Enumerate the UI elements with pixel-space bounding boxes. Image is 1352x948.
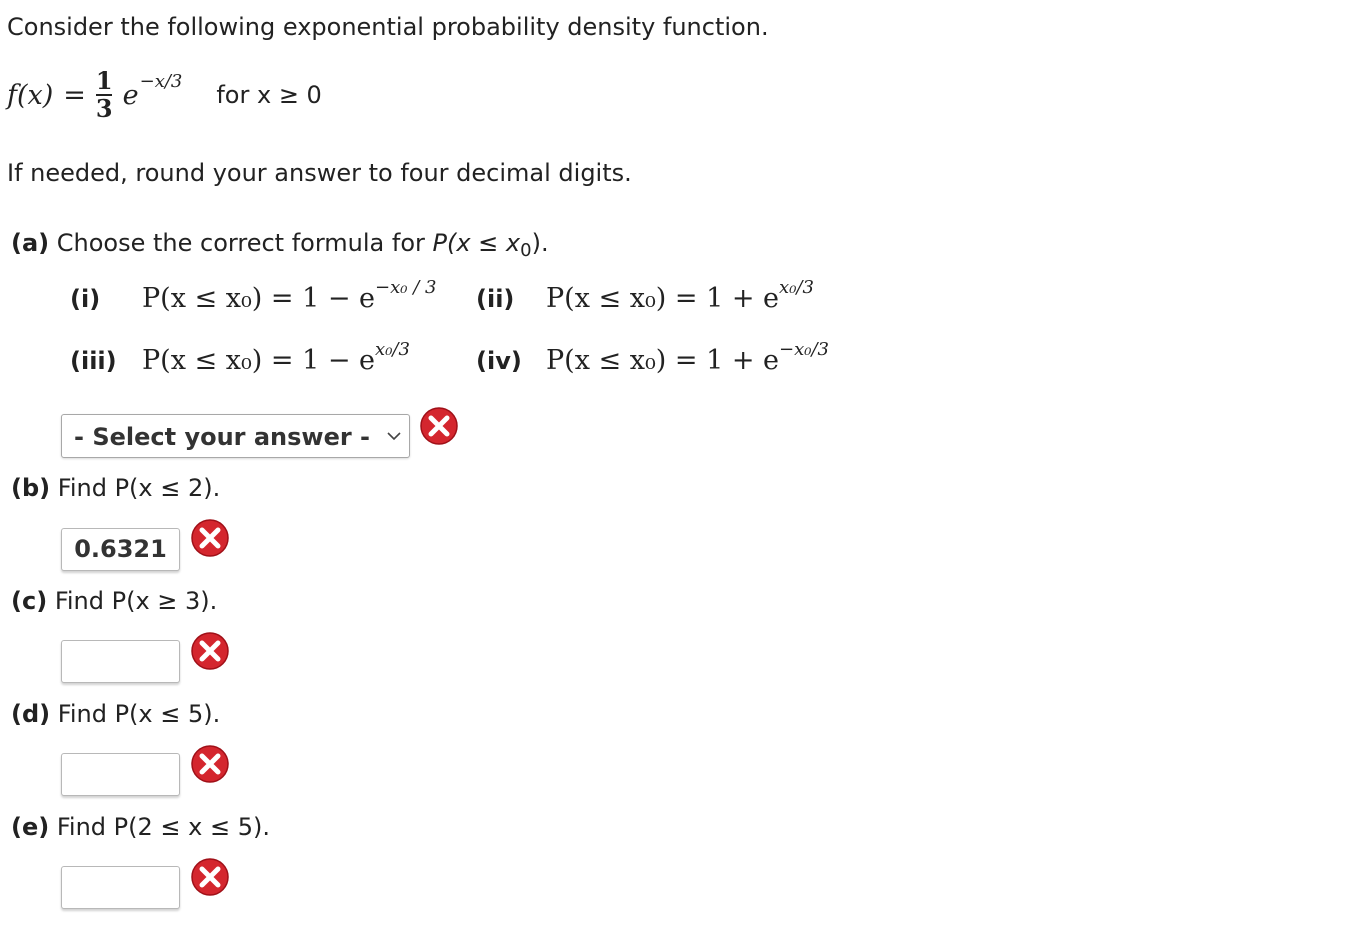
part-a-math: P(x ≤ x — [432, 229, 521, 257]
function-equals: = — [63, 79, 86, 111]
option-i-formula: P(x ≤ x₀) = 1 − e — [142, 283, 376, 314]
incorrect-x-icon — [190, 631, 230, 671]
chevron-down-icon — [387, 431, 401, 441]
part-b-label: (b) — [11, 474, 51, 502]
option-iii-label: (iii) — [70, 347, 117, 375]
option-ii-exponent: x₀/3 — [779, 277, 814, 298]
function-exponent: −x/3 — [139, 70, 183, 92]
option-iii-exponent: x₀/3 — [375, 339, 410, 360]
option-ii-formula: P(x ≤ x₀) = 1 + e — [546, 283, 780, 314]
incorrect-x-icon — [190, 744, 230, 784]
part-b-prompt — [11, 474, 220, 502]
part-c-label: (c) — [11, 587, 48, 615]
part-a-text: Choose the correct formula for — [56, 229, 425, 257]
incorrect-x-icon — [419, 406, 459, 446]
function-domain: for x ≥ 0 — [216, 81, 322, 109]
formula-select[interactable] — [61, 414, 410, 458]
option-ii-label: (ii) — [476, 285, 515, 313]
part-a-end: ). — [531, 229, 549, 257]
option-i — [70, 277, 437, 314]
part-c-text: Find P(x ≥ 3). — [54, 587, 218, 615]
incorrect-x-icon — [190, 518, 230, 558]
intro-text: Consider the following exponential probability density function. — [7, 13, 769, 41]
part-c-prompt — [11, 587, 217, 615]
option-i-label: (i) — [70, 285, 101, 313]
function-lhs: f(x) — [7, 79, 54, 111]
part-a-label: (a) — [11, 229, 50, 257]
option-iii — [70, 339, 410, 376]
part-e-answer-input[interactable] — [61, 866, 180, 909]
part-c-answer-input[interactable] — [61, 640, 180, 683]
part-e-text: Find P(2 ≤ x ≤ 5). — [56, 813, 270, 841]
select-value: - Select your answer - — [74, 423, 371, 451]
function-definition — [7, 60, 322, 130]
function-fraction — [96, 68, 113, 122]
round-note: If needed, round your answer to four decimal digits. — [7, 159, 632, 187]
part-e-prompt — [11, 813, 270, 841]
option-iv-formula: P(x ≤ x₀) = 1 + e — [546, 345, 780, 376]
option-i-exponent: −x₀ / 3 — [375, 277, 437, 298]
part-e-label: (e) — [11, 813, 50, 841]
part-d-prompt — [11, 700, 220, 728]
fraction-numerator: 1 — [95, 66, 113, 95]
part-b-answer-input[interactable]: 0.6321 — [61, 528, 180, 571]
option-iv — [476, 339, 830, 376]
incorrect-x-icon — [190, 857, 230, 897]
part-d-text: Find P(x ≤ 5). — [57, 700, 221, 728]
function-base: e — [122, 79, 139, 111]
part-d-answer-input[interactable] — [61, 753, 180, 796]
part-a-prompt — [11, 229, 549, 261]
option-iv-exponent: −x₀/3 — [779, 339, 830, 360]
option-iii-formula: P(x ≤ x₀) = 1 − e — [142, 345, 376, 376]
part-a-sub: 0 — [520, 240, 532, 261]
fraction-denominator: 3 — [95, 94, 113, 123]
option-iv-label: (iv) — [476, 347, 522, 375]
part-d-label: (d) — [11, 700, 51, 728]
option-ii — [476, 277, 814, 314]
part-b-text: Find P(x ≤ 2). — [57, 474, 221, 502]
